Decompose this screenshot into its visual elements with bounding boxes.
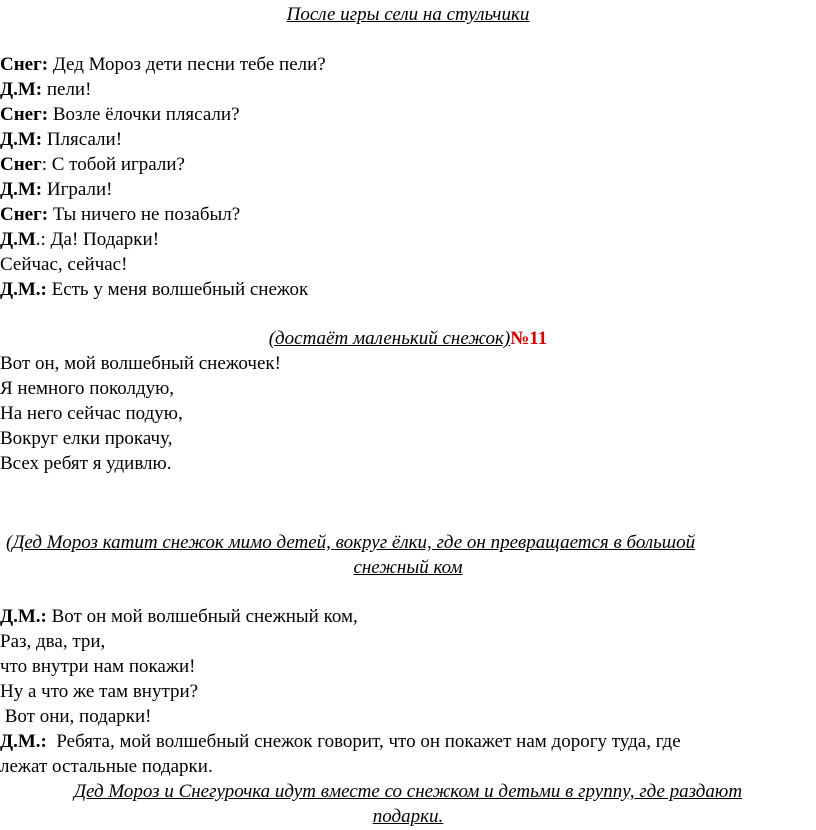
dialogue-text: Раз, два, три,: [0, 631, 106, 652]
dialogue-line: [0, 52, 326, 78]
dialogue-text: Вот они, подарки!: [0, 706, 152, 727]
speaker-label: Снег:: [0, 104, 49, 125]
dialogue-line: [0, 177, 112, 203]
speaker-label: Д.М: [0, 229, 36, 250]
dialogue-line: [0, 127, 122, 153]
dialogue-text: Ребята, мой волшебный снежок говорит, что он покажет нам дорогу туда, где: [46, 731, 681, 752]
dialogue-text: пели!: [42, 79, 92, 100]
dialogue-text: Возле ёлочки плясали?: [48, 104, 240, 125]
dialogue-line: [0, 277, 308, 303]
dialogue-text: .: Да! Подарки!: [35, 229, 160, 250]
speaker-label: Д.М.:: [0, 279, 47, 300]
speaker-label: Д.М.:: [0, 606, 47, 627]
dialogue-line: [0, 202, 240, 228]
dialogue-text: лежат остальные подарки.: [0, 756, 213, 777]
stage-direction: [0, 326, 816, 352]
stage-direction: снежный ком: [353, 557, 463, 578]
poem-line: Вот он, мой волшебный снежочек!: [0, 353, 281, 374]
page-title: После игры сели на стульчики: [286, 4, 530, 25]
dialogue-line: [0, 754, 213, 780]
speaker-label: Снег:: [0, 54, 49, 75]
dialogue-text: Есть у меня волшебный снежок: [46, 279, 309, 300]
poem-line: На него сейчас подую,: [0, 403, 183, 424]
dialogue-text: Вот он мой волшебный снежный ком,: [46, 606, 358, 627]
stage-direction: (Дед Мороз катит снежок мимо детей, вокруг ёлки, где он превращается в большой: [6, 532, 696, 553]
dialogue-line: [0, 654, 196, 680]
dialogue-line: [0, 77, 91, 103]
stage-direction: подарки.: [372, 806, 444, 827]
dialogue-line: [0, 704, 152, 730]
dialogue-line: [0, 102, 240, 128]
speaker-label: Д.М:: [0, 79, 43, 100]
dialogue-text: Дед Мороз дети песни тебе пели?: [48, 54, 326, 75]
dialogue-text: : С тобой играли?: [41, 154, 185, 175]
track-number: №11: [510, 328, 548, 349]
dialogue-text: Плясали!: [42, 129, 123, 150]
speaker-label: Д.М.:: [0, 731, 47, 752]
poem-line: Всех ребят я удивлю.: [0, 453, 172, 474]
dialogue-line: [0, 604, 358, 630]
poem-line: Вокруг елки прокачу,: [0, 428, 173, 449]
dialogue-text: Ну а что же там внутри?: [0, 681, 199, 702]
dialogue-text: Сейчас, сейчас!: [0, 254, 128, 275]
dialogue-line: [0, 729, 681, 755]
speaker-label: Снег: [0, 154, 42, 175]
dialogue-line: [0, 227, 159, 253]
speaker-label: Снег:: [0, 204, 49, 225]
dialogue-line: [0, 679, 198, 705]
stage-direction: Дед Мороз и Снегурочка идут вместе со снежком и детьми в группу, где раздают: [73, 781, 743, 802]
speaker-label: Д.М:: [0, 129, 43, 150]
dialogue-text: Ты ничего не позабыл?: [48, 204, 241, 225]
dialogue-line: [0, 252, 127, 278]
poem-line: Я немного поколдую,: [0, 378, 175, 399]
dialogue-line: [0, 629, 105, 655]
dialogue-text: Играли!: [42, 179, 113, 200]
stage-direction-text: (достаёт маленький снежок): [268, 328, 511, 349]
dialogue-line: [0, 152, 185, 178]
speaker-label: Д.М:: [0, 179, 43, 200]
dialogue-text: что внутри нам покажи!: [0, 656, 196, 677]
